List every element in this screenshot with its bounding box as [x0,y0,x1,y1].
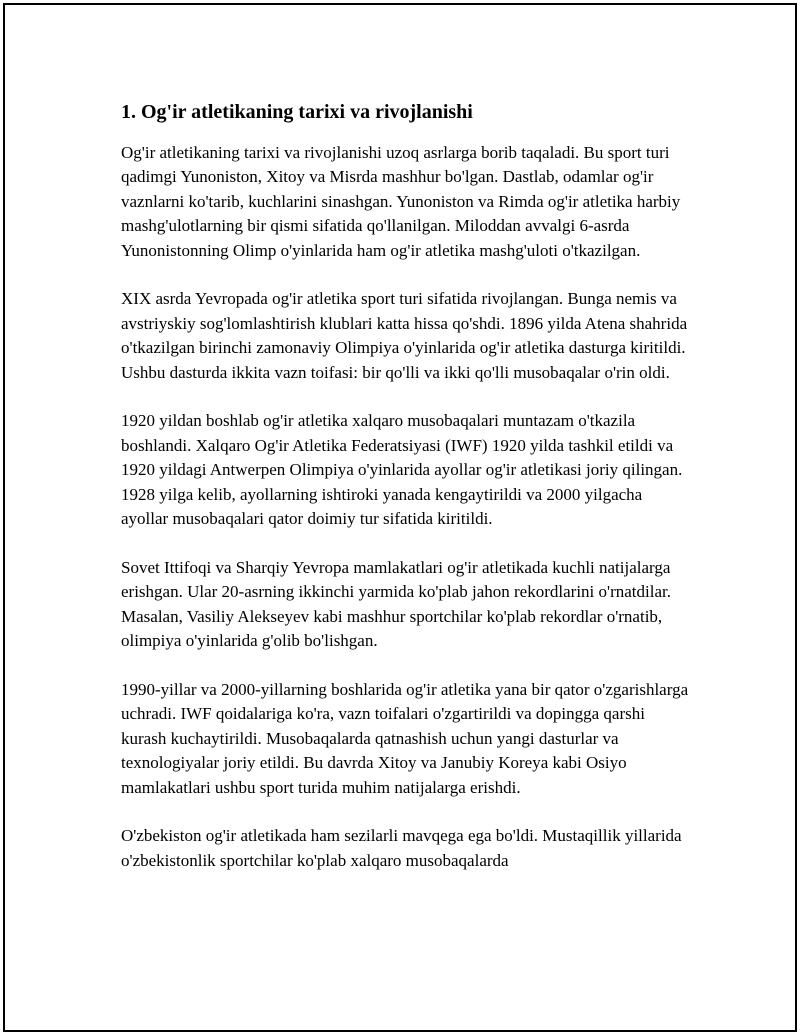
paragraph-2: XIX asrda Yevropada og'ir atletika sport turi sifatida rivojlangan. Bunga nemis va avstriyskiy sog'lomlashtirish klublari katta hissa qo'shdi. 1896 yilda Atena shahrida o'tkazilgan birinchi zamonaviy Olimpiya o'yinlarida og'ir atletika dasturga kiritildi. Ushbu dasturda ikkita vazn toifasi: bir qo'lli va ikki qo'lli musobaqalar o'rin oldi. [121,289,688,382]
paragraph-1: Og'ir atletikaning tarixi va rivojlanishi uzoq asrlarga borib taqaladi. Bu sport turi qadimgi Yunoniston, Xitoy va Misrda mashhur bo'lgan. Dastlab, odamlar og'ir vaznlarni ko'tarib, kuchlarini sinashgan. Yunoniston va Rimda og'ir atletika harbiy mashg'ulotlarning bir qismi sifatida qo'llanilgan. Miloddan avvalgi 6-asrda Yunonistonning Olimp o'yinlarida ham og'ir atletika mashg'uloti o'tkazilgan. [121,143,681,260]
page-frame [3,3,797,1032]
paragraph-4: Sovet Ittifoqi va Sharqiy Yevropa mamlakatlari og'ir atletikada kuchli natijalarga erishgan. Ular 20-asrning ikkinchi yarmida ko'plab jahon rekordlarini o'rnatdilar. Masalan, Vasiliy Alekseyev kabi mashhur sportchilar ko'plab rekordlar o'rnatib, olimpiya o'yinlarida g'olib bo'lishgan. [121,557,671,651]
paragraph-5: 1990-yillar va 2000-yillarning boshlarida og'ir atletika yana bir qator o'zgarishlarga uchradi. IWF qoidalariga ko'ra, vazn toifalari o'zgartirildi va dopingga qarshi kurash kuchaytirildi. Musobaqalarda qatnashish uchun yangi dasturlar va texnologiyalar joriy etildi. Bu davrda Xitoy va Janubiy Koreya kabi Osiyo mamlakatlari ushbu sport turida muhim natijalarga erishdi. [121,679,689,797]
document-body [121,99,691,898]
section-heading: 1. Og'ir atletikaning tarixi va rivojlanishi [121,101,473,123]
paragraph-3: 1920 yildan boshlab og'ir atletika xalqaro musobaqalari muntazam o'tkazila boshlandi. Xalqaro Og'ir Atletika Federatsiyasi (IWF) 1920 yilda tashkil etildi va 1920 yildagi Antwerpen Olimpiya o'yinlarida ayollar og'ir atletikasi joriy qilingan. 1928 yilga kelib, ayollarning ishtiroki yanada kengaytirildi va 2000 yilgacha ayollar musobaqalari qator doimiy tur sifatida kiritildi. [121,411,683,529]
paragraph-6: O'zbekiston og'ir atletikada ham sezilarli mavqega ega bo'ldi. Mustaqillik yillarida o'zbekistonlik sportchilar ko'plab xalqaro musobaqalarda [121,826,682,870]
